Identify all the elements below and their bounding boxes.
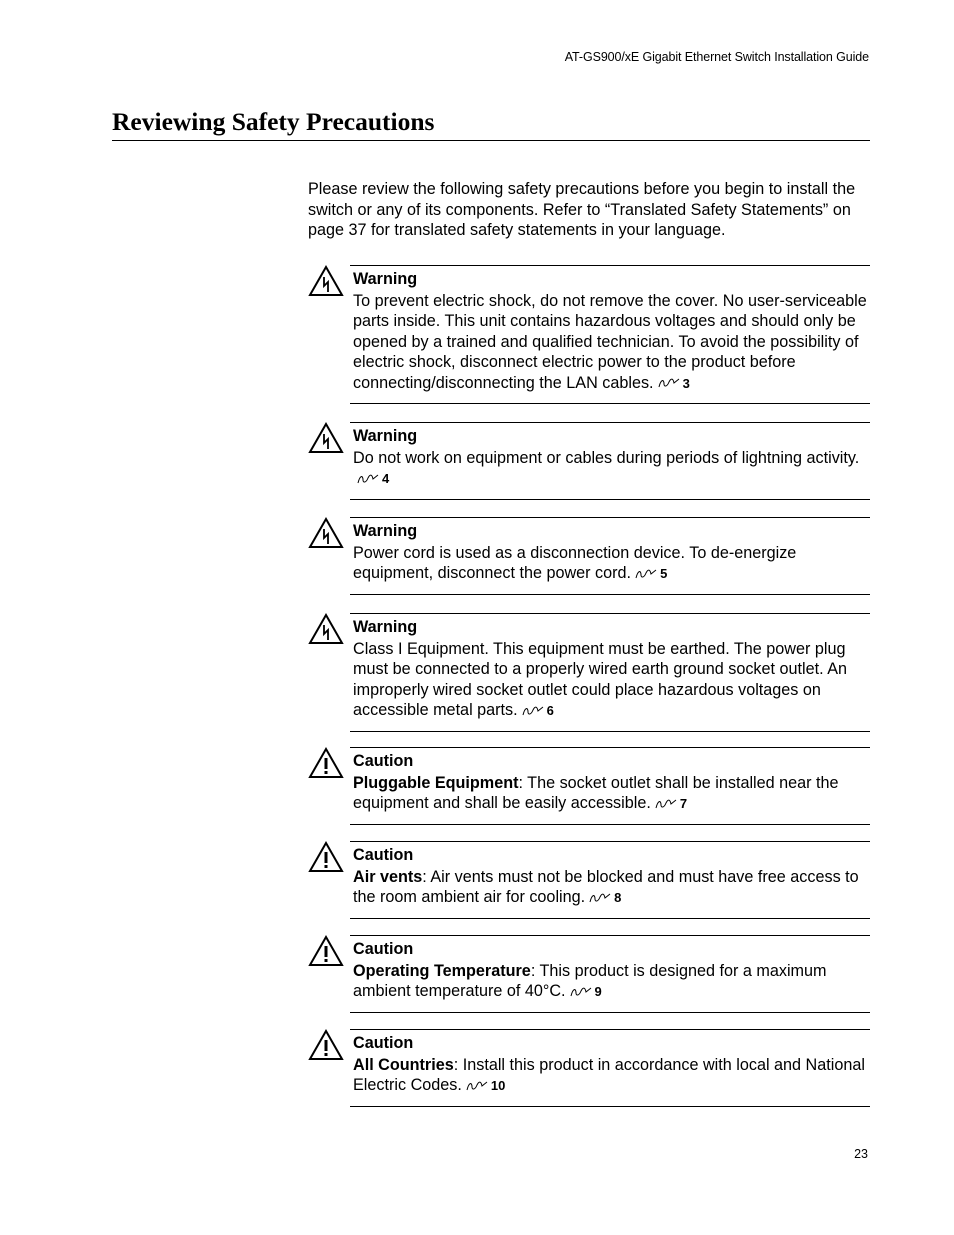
electrical-hazard-icon [308,422,344,454]
notice-body [353,639,870,722]
notice-heading: Warning [353,270,418,288]
caution-exclamation-icon [308,1029,344,1061]
electrical-hazard-icon [308,613,344,645]
notice-text: Power cord is used as a disconnection device. To de-energize equipment, disconnect the power cord. [353,543,797,582]
caution-notice [308,1029,870,1107]
running-header: AT-GS900/xE Gigabit Ethernet Switch Installation Guide [564,50,869,64]
electrical-hazard-icon [308,265,344,297]
notice-text: : Install this product in accordance with local and National Electric Codes. [353,1055,865,1094]
statement-reference-icon [570,986,592,998]
statement-reference-number: 10 [490,1078,506,1093]
notice-body [353,1055,870,1097]
caution-exclamation-icon [308,747,344,779]
caution-notice [308,841,870,919]
page-number: 23 [854,1147,868,1161]
caution-exclamation-icon [308,841,344,873]
statement-reference-icon [655,798,677,810]
warning-notice [308,613,870,732]
notice-lead-term: Pluggable Equipment [353,773,519,792]
statement-reference-icon [635,568,657,580]
statement-reference-icon [658,377,680,389]
notice-body [353,773,870,815]
statement-reference-icon [357,473,379,485]
statement-reference-number: 9 [594,984,602,999]
statement-reference-icon [522,705,544,717]
notice-body [353,448,870,490]
warning-notice [308,422,870,500]
notice-heading: Caution [353,752,414,770]
statement-reference-number: 6 [546,703,554,718]
notice-heading: Caution [353,940,414,958]
statement-reference-number: 3 [682,375,690,391]
notice-lead-term: Air vents [353,867,423,886]
statement-reference-icon [589,892,611,904]
notice-body [353,867,870,909]
warning-notice [308,265,870,404]
statement-reference-number: 5 [660,566,668,581]
section-title: Reviewing Safety Precautions [112,106,870,141]
notice-text: : The socket outlet shall be installed near the equipment and shall be easily accessible. [353,773,839,812]
caution-notice [308,935,870,1013]
statement-reference-icon [466,1080,488,1092]
notice-text: To prevent electric shock, do not remove the cover. No user-serviceable parts inside. This unit contains hazardous voltages and should only be opened by a trained and qualified technician. To avoid the possibility of electric shock, disconnect electric power to the product before connecting/disconnecting the LAN cables. [353,291,867,392]
electrical-hazard-icon [308,517,344,549]
notice-heading: Caution [353,846,414,864]
notice-heading: Warning [353,427,418,445]
notice-heading: Caution [353,1034,414,1052]
notice-text: Do not work on equipment or cables during periods of lightning activity. [353,448,860,467]
warning-notice [308,517,870,595]
caution-exclamation-icon [308,935,344,967]
notice-text: Class I Equipment. This equipment must be earthed. The power plug must be connected to a properly wired earth ground socket outlet. An improperly wired socket outlet could place hazardous voltages on accessible metal parts. [353,639,848,719]
statement-reference-number: 4 [382,471,390,486]
notice-text: : This product is designed for a maximum ambient temperature of 40°C. [353,961,827,1000]
notice-body [353,291,870,395]
statement-reference-number: 8 [614,890,622,905]
caution-notice [308,747,870,825]
notice-heading: Warning [353,522,418,540]
notice-body [353,961,870,1003]
intro-paragraph: Please review the following safety precautions before you begin to install the switch or any of its components. Refer to “Translated Safety Statements” on page 37 for translated safety statements in your language. [308,180,856,239]
notice-lead-term: Operating Temperature [353,961,531,980]
statement-reference-number: 7 [679,796,688,811]
notice-body [353,543,870,585]
notice-lead-term: All Countries [353,1055,454,1074]
notice-heading: Warning [353,618,418,636]
notice-text: : Air vents must not be blocked and must have free access to the room ambient air for cooling. [353,867,859,906]
